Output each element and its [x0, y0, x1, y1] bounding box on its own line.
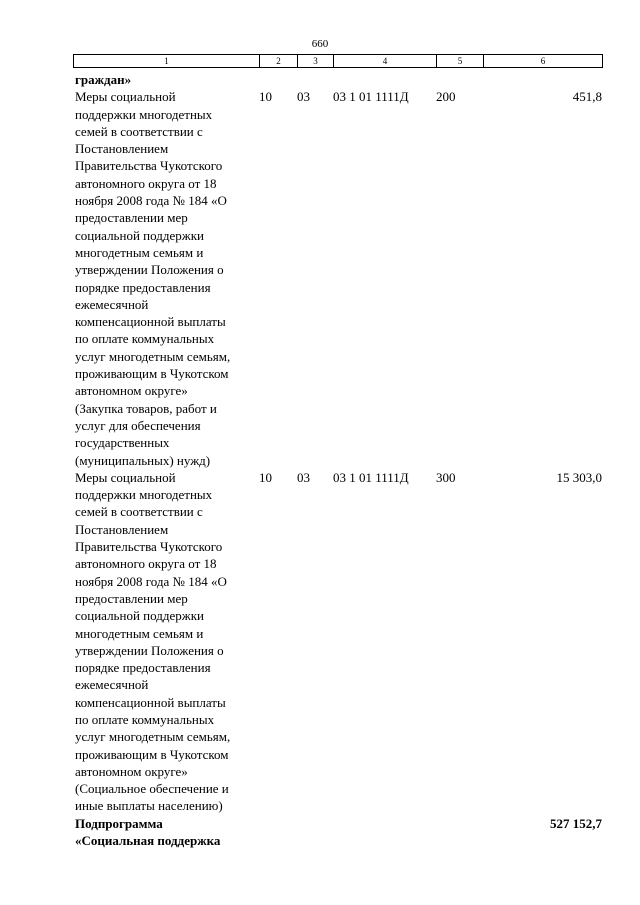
row-name-line: Правительства Чукотского — [75, 539, 223, 555]
row-target-article: 03 1 01 1111Д — [333, 89, 409, 105]
row-section: 10 — [259, 89, 272, 105]
subprogram-name-line: Подпрограмма — [75, 815, 163, 831]
row-name-line: ежемесячной — [75, 677, 149, 693]
row-name-line: услуг для обеспечения — [75, 417, 201, 433]
row-name-line: ноября 2008 года № 184 «О — [75, 573, 227, 589]
row-name-line: поддержки многодетных — [75, 106, 213, 122]
row-name-line: проживающим в Чукотском — [75, 366, 229, 382]
row-name-line: государственных — [75, 435, 170, 451]
row-name-line: порядке предоставления — [75, 279, 211, 295]
row-name-line: по оплате коммунальных — [75, 711, 215, 727]
row-name-line: (Социальное обеспечение и — [75, 781, 229, 797]
row-target-article: 03 1 01 1111Д — [333, 469, 409, 485]
row-name — [75, 469, 259, 815]
row-section: 10 — [259, 469, 272, 485]
continuation-row — [75, 71, 605, 88]
row-subsection: 03 — [297, 89, 310, 105]
continuation-heading: граждан» — [75, 72, 132, 87]
row-name-line: Меры социальной — [75, 89, 176, 105]
row-name-line: компенсационной выплаты — [75, 694, 226, 710]
row-name-line: Правительства Чукотского — [75, 158, 223, 174]
column-header-3: 3 — [298, 55, 334, 67]
table-column-header — [73, 54, 603, 68]
row-name-line: по оплате коммунальных — [75, 331, 215, 347]
row-amount: 15 303,0 — [556, 469, 602, 485]
column-header-4: 4 — [334, 55, 437, 67]
subprogram-name — [75, 815, 259, 850]
table-row — [75, 88, 605, 469]
row-name-line: семей в соответствии с — [75, 123, 203, 139]
column-header-6: 6 — [540, 56, 546, 66]
row-name-line: утверждении Положения о — [75, 642, 224, 658]
row-name-line: автономного округа от 18 — [75, 175, 217, 191]
row-name-line: автономном округе» — [75, 763, 188, 779]
row-name — [75, 88, 259, 469]
row-subsection: 03 — [297, 469, 310, 485]
row-name-line: Меры социальной — [75, 469, 176, 485]
subprogram-amount: 527 152,7 — [550, 815, 602, 831]
row-name-line: Постановлением — [75, 521, 169, 537]
row-name-line: многодетным семьям и — [75, 244, 204, 260]
row-name-line: иные выплаты населению) — [75, 798, 223, 814]
row-name-line: (муниципальных) нужд) — [75, 452, 211, 468]
row-name-line: (Закупка товаров, работ и — [75, 400, 217, 416]
row-name-line: ежемесячной — [75, 296, 149, 312]
row-name-line: услуг многодетным семьям, — [75, 729, 231, 745]
row-name-line: порядке предоставления — [75, 660, 211, 676]
column-header-1: 1 — [74, 55, 260, 67]
row-name-line: автономного округа от 18 — [75, 556, 217, 572]
row-expense-type: 200 — [436, 89, 456, 105]
row-name-line: многодетным семьям и — [75, 625, 204, 641]
row-name-line: услуг многодетным семьям, — [75, 348, 231, 364]
row-name-line: автономном округе» — [75, 383, 188, 399]
row-name-line: ноября 2008 года № 184 «О — [75, 193, 227, 209]
row-name-line: утверждении Положения о — [75, 262, 224, 278]
column-header-5: 5 — [437, 55, 484, 67]
subprogram-name-line: «Социальная поддержка — [75, 833, 221, 849]
row-name-line: предоставлении мер — [75, 590, 188, 606]
table-body — [75, 71, 605, 849]
table-row — [75, 469, 605, 815]
column-header-2: 2 — [260, 55, 298, 67]
row-expense-type: 300 — [436, 469, 456, 485]
subprogram-row — [75, 815, 605, 850]
row-name-line: социальной поддержки — [75, 608, 204, 624]
row-name-line: проживающим в Чукотском — [75, 746, 229, 762]
row-name-line: семей в соответствии с — [75, 504, 203, 520]
row-name-line: поддержки многодетных — [75, 487, 213, 503]
row-name-line: предоставлении мер — [75, 210, 188, 226]
row-name-line: компенсационной выплаты — [75, 314, 226, 330]
row-name-line: социальной поддержки — [75, 227, 204, 243]
row-amount: 451,8 — [572, 89, 602, 105]
row-name-line: Постановлением — [75, 141, 169, 157]
page-number: 660 — [311, 38, 329, 50]
